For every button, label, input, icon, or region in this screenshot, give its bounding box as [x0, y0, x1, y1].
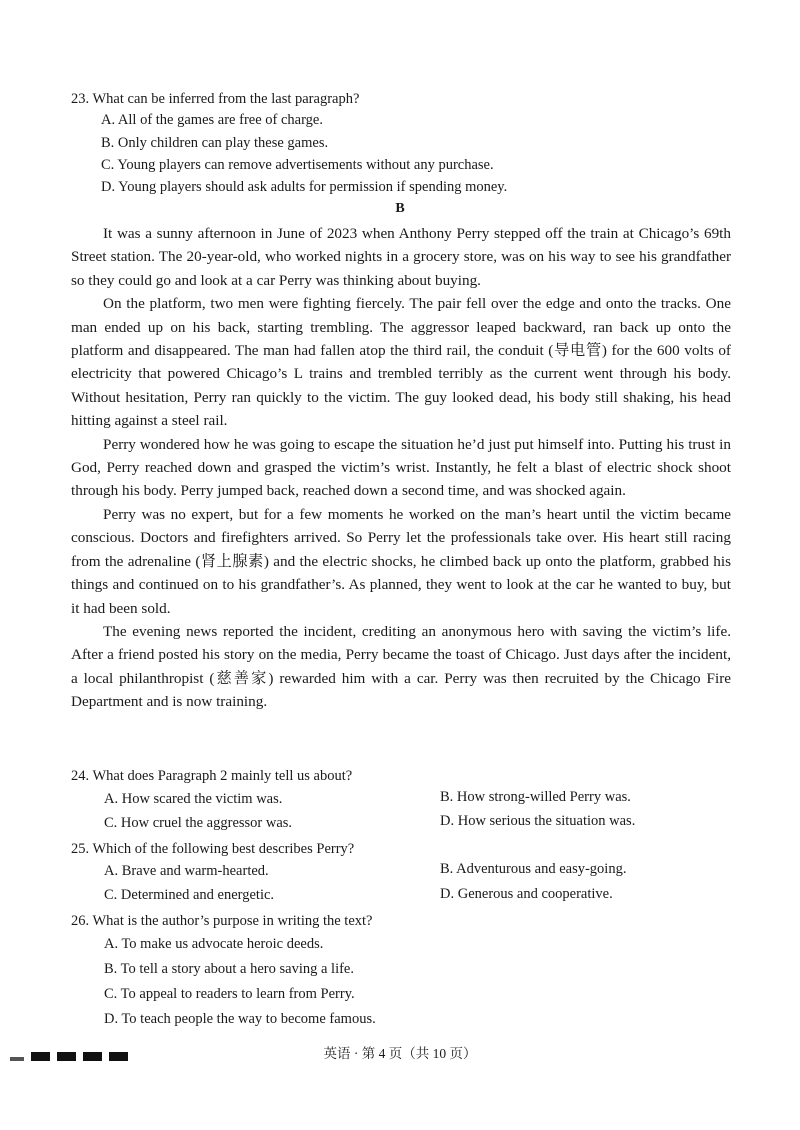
- question-26-stem: 26. What is the author’s purpose in writing the text?: [71, 913, 373, 929]
- passage-paragraph: Perry was no expert, but for a few moments he worked on the man’s heart until the victim became conscious. Doctors and firefighters arrived. So Perry let the professionals take over. His heart still racing from the adrenaline (肾上腺素) and the electric shocks, he climbed back up onto the platform, grabbed his things and continued on to his grandfather’s. As planned, they went to look at the car he wanted to buy, but it had been sold.: [71, 505, 731, 617]
- question-25-option-b: B. Adventurous and easy-going.: [440, 861, 627, 877]
- question-24-option-c: C. How cruel the aggressor was.: [104, 815, 293, 831]
- section-label: B: [395, 201, 405, 216]
- passage-paragraph: The evening news reported the incident, crediting an anonymous hero with saving the victim’s life. After a friend posted his story on the media, Perry became the toast of Chicago. Just days after the incident, a local philanthropist (慈善家) rewarded him with a car. Perry was then recruited by the Chicago Fire Department and is now training.: [71, 622, 731, 711]
- passage-paragraph: Perry wondered how he was going to escape the situation he’d just put himself into. Putting his trust in God, Perry reached down and grasped the victim’s wrist. Instantly, he felt a blast of electric shock shoot through his body. Perry jumped back, reached down a second time, and was shocked again.: [71, 435, 731, 500]
- question-23-option-a: A. All of the games are free of charge.: [101, 112, 323, 128]
- passage-paragraph: On the platform, two men were fighting fiercely. The pair fell over the edge and onto the tracks. One man ended up on his back, starting trembling. The aggressor leaped backward, ran back up onto the platform and disappeared. The man had fallen atop the third rail, the conduit (导电管) for the 600 volts of electricity that powered Chicago’s L trains and trembled terribly as the current went through his body. Without hesitation, Perry ran quickly to the victim. The guy looked dead, his body still shaking, his head hitting against a steel rail.: [71, 295, 731, 430]
- question-25-option-d: D. Generous and cooperative.: [440, 886, 613, 902]
- passage-paragraph: It was a sunny afternoon in June of 2023 when Anthony Perry stepped off the train at Chicago’s 69th Street station. The 20-year-old, who worked nights in a grocery store, was on his way to see his grandfather so they could go and look at a car Perry was thinking about buying.: [71, 225, 731, 289]
- question-24-option-a: A. How scared the victim was.: [104, 791, 283, 807]
- reading-passage: [71, 222, 731, 714]
- question-24-option-d: D. How serious the situation was.: [440, 813, 636, 829]
- question-23-option-d: D. Young players should ask adults for permission if spending money.: [101, 179, 508, 195]
- question-23-stem: 23. What can be inferred from the last paragraph?: [71, 91, 360, 107]
- question-25-option-c: C. Determined and energetic.: [104, 887, 275, 903]
- question-25-option-a: A. Brave and warm-hearted.: [104, 863, 269, 879]
- question-25-stem: 25. Which of the following best describes Perry?: [71, 841, 355, 857]
- question-24-option-b: B. How strong-willed Perry was.: [440, 789, 631, 805]
- question-26-option-c: C. To appeal to readers to learn from Perry.: [104, 986, 355, 1002]
- question-23-option-c: C. Young players can remove advertisements without any purchase.: [101, 157, 494, 173]
- question-23-option-b: B. Only children can play these games.: [101, 135, 329, 151]
- question-26-option-d: D. To teach people the way to become famous.: [104, 1011, 376, 1027]
- question-26-option-b: B. To tell a story about a hero saving a life.: [104, 961, 354, 977]
- question-26-option-a: A. To make us advocate heroic deeds.: [104, 936, 324, 952]
- page-footer: 英语 · 第 4 页（共 10 页）: [323, 1046, 477, 1061]
- question-24-stem: 24. What does Paragraph 2 mainly tell us about?: [71, 768, 353, 784]
